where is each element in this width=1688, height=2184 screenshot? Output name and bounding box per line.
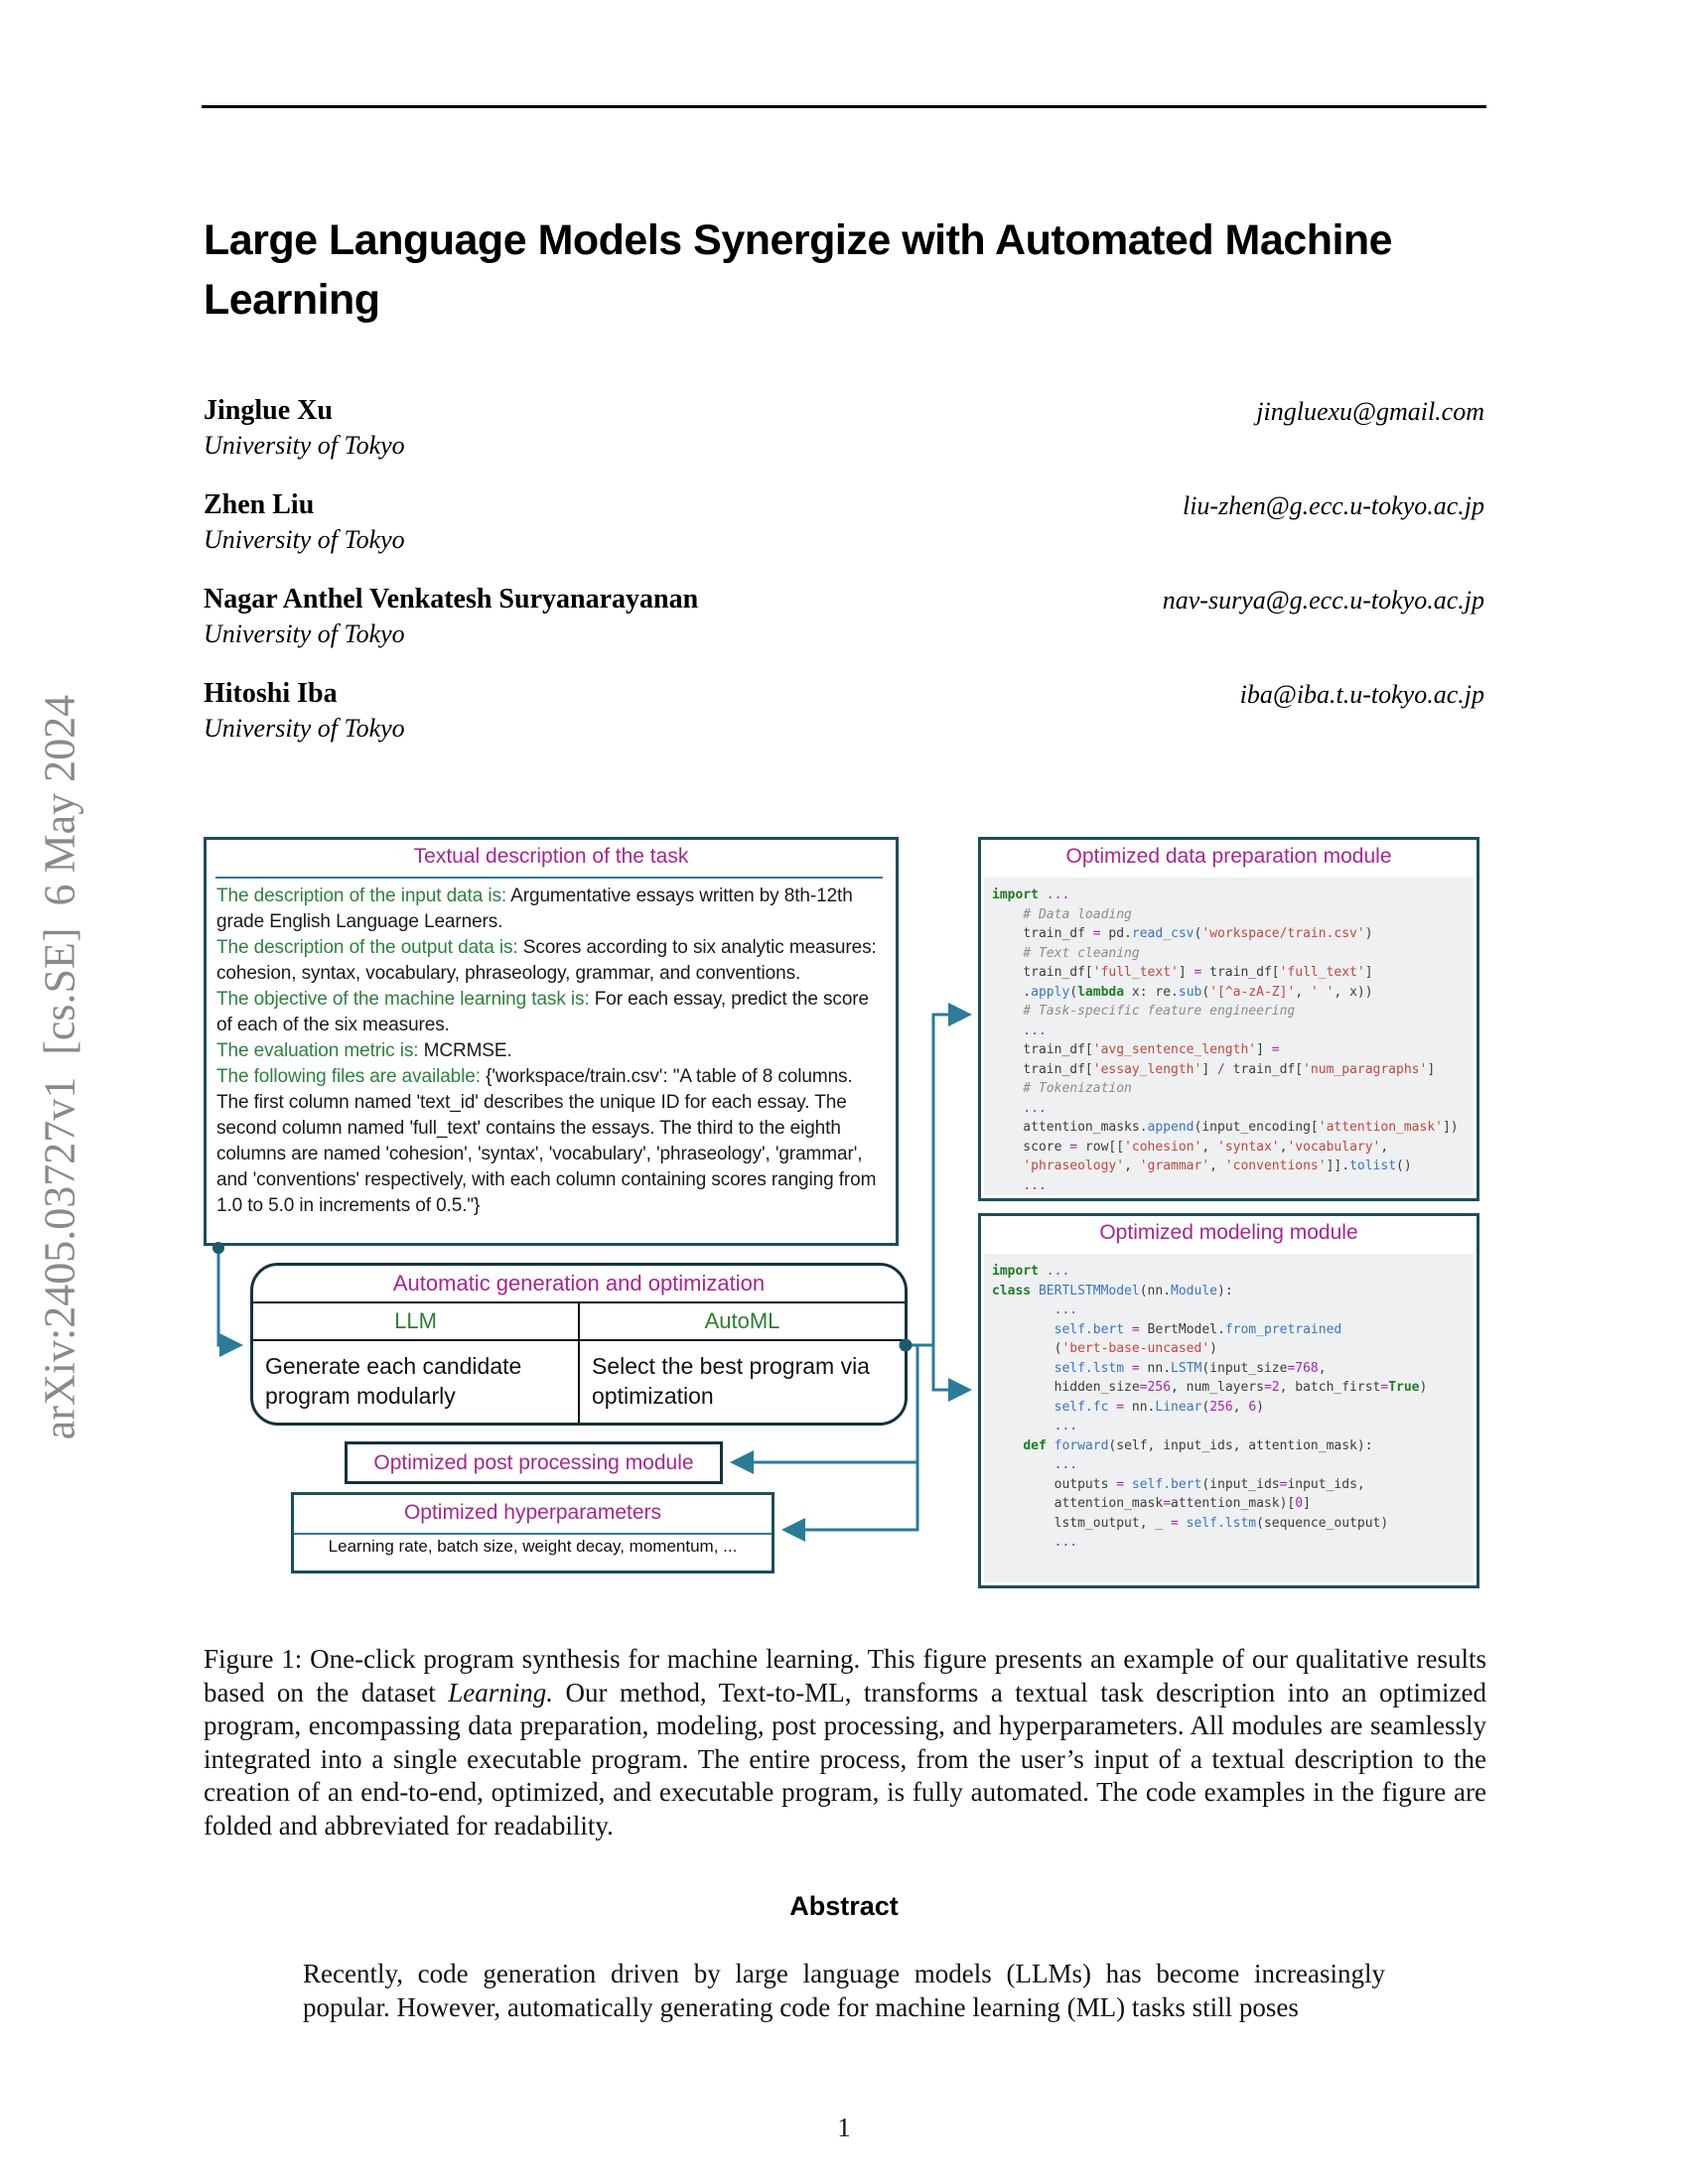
- generation-columns: [253, 1303, 905, 1423]
- author-row: [204, 584, 1484, 675]
- task-segment: [216, 987, 884, 1038]
- task-segment: [216, 1064, 884, 1219]
- code-line: ...: [992, 1535, 1078, 1550]
- author-name: Zhen Liu: [204, 489, 315, 520]
- task-box-body: [216, 884, 884, 1219]
- task-segment-text: MCRMSE.: [418, 1040, 512, 1061]
- abstract-text: Recently, code generation driven by large language models (LLMs) has become increasingly popular. However, automatically generating code for machine learning (ML) tasks still poses: [303, 1959, 1385, 2022]
- author-affiliation: University of Tokyo: [204, 619, 405, 648]
- automl-column: [580, 1303, 905, 1423]
- code-line: import ...: [992, 887, 1070, 902]
- author-email: liu-zhen@g.ecc.u-tokyo.ac.jp: [1182, 491, 1484, 520]
- arxiv-watermark: arXiv:2405.03727v1 [cs.SE] 6 May 2024: [35, 694, 84, 1440]
- page-number: 1: [837, 2113, 851, 2142]
- code-line: score = row[['cohesion', 'syntax','vocabulary',: [992, 1139, 1389, 1155]
- task-segment-text: Argumentative essays written by 8th-12th grade English Language Learners.: [216, 886, 853, 932]
- data-preparation-module-box: [978, 837, 1479, 1201]
- task-description-box: [204, 837, 899, 1246]
- automatic-generation-title: Automatic generation and optimization: [253, 1266, 905, 1303]
- llm-column-body: Generate each candidate program modularly: [265, 1353, 522, 1409]
- author-email: iba@iba.t.u-tokyo.ac.jp: [1239, 680, 1484, 709]
- modeling-title: Optimized modeling module: [981, 1216, 1477, 1254]
- automl-column-header: AutoML: [580, 1303, 905, 1341]
- hyperparameters-underline: [294, 1533, 772, 1535]
- code-line: ...: [992, 1457, 1078, 1472]
- author-row: [204, 489, 1484, 581]
- code-line: # Tokenization: [992, 1081, 1132, 1096]
- code-line: ...: [992, 1419, 1078, 1433]
- code-line: self.fc = nn.Linear(256, 6): [1054, 1399, 1264, 1415]
- llm-column: [253, 1303, 580, 1423]
- code-line: ...: [992, 1100, 1047, 1116]
- task-segment-label: The description of the input data is:: [216, 886, 507, 906]
- author-name: Nagar Anthel Venkatesh Suryanarayanan: [204, 584, 699, 614]
- code-line: train_df['full_text'] = train_df['full_text']: [992, 965, 1373, 980]
- hyperparameters-box: [291, 1492, 774, 1573]
- task-box-underline: [215, 877, 883, 879]
- author-email: jingluexu@gmail.com: [1256, 397, 1484, 426]
- code-line: outputs = self.bert(input_ids=input_ids,: [992, 1476, 1365, 1492]
- top-rule: [202, 105, 1486, 108]
- code-line: # Text cleaning: [992, 945, 1140, 961]
- code-line: lstm_output, _ = self.lstm(sequence_output): [992, 1515, 1389, 1531]
- llm-column-header: LLM: [253, 1303, 578, 1341]
- task-segment: [216, 935, 884, 987]
- post-processing-title: Optimized post processing module: [373, 1451, 694, 1474]
- task-segment-text: Scores according to six analytic measures: cohesion, syntax, vocabulary, phraseology, grammar, and conventions.: [216, 937, 877, 984]
- task-segment: [216, 1038, 884, 1064]
- author-affiliation: University of Tokyo: [204, 525, 405, 554]
- task-segment-label: The objective of the machine learning task is:: [216, 989, 590, 1010]
- code-line: hidden_size=256, num_layers=2, batch_first=True): [992, 1380, 1428, 1395]
- abstract-heading: Abstract: [789, 1891, 899, 1921]
- modeling-code: [984, 1254, 1474, 1582]
- automl-column-body: Select the best program via optimization: [592, 1353, 870, 1409]
- hyperparameters-body: Learning rate, batch size, weight decay, momentum, ...: [328, 1537, 738, 1556]
- post-processing-box: [345, 1441, 723, 1484]
- task-box-title: Textual description of the task: [413, 845, 689, 868]
- figure-caption: Figure 1: One-click program synthesis for machine learning. This figure presents an example of our qualitative results based on the dataset Learning. Our method, Text-to-ML, transforms a textual task description into an optimized program, encompassing data preparation, modeling, post processing, and hyperparameters. All modules are seamlessly integrated into a single executable program. The entire process, from the user’s input of a textual description to the creation of an end-to-end, optimized, and executable program, is fully automated. The code examples in the figure are folded and abbreviated for readability.: [204, 1644, 1486, 1841]
- code-line: self.lstm = nn.LSTM(input_size=768,: [1054, 1360, 1327, 1376]
- page-title: Large Language Models Synergize with Automated Machine Learning: [204, 216, 1393, 324]
- author-affiliation: University of Tokyo: [204, 431, 405, 460]
- code-line: self.bert = BertModel.from_pretrained: [1054, 1321, 1342, 1337]
- code-line: attention_masks.append(input_encoding['attention_mask']): [992, 1120, 1459, 1135]
- code-line: train_df['avg_sentence_length'] =: [992, 1042, 1280, 1057]
- code-line: ...: [992, 1177, 1047, 1193]
- data-preparation-title: Optimized data preparation module: [981, 840, 1477, 878]
- code-line: attention_mask=attention_mask)[0]: [992, 1496, 1311, 1511]
- hyperparameters-title: Optimized hyperparameters: [403, 1501, 662, 1524]
- code-line: ...: [992, 1302, 1078, 1317]
- data-preparation-code: [984, 878, 1474, 1195]
- code-line: class BERTLSTMModel(nn.Module):: [992, 1283, 1233, 1298]
- task-segment-text: For each essay, predict the score of each of the six measures.: [216, 989, 869, 1035]
- task-segment-label: The description of the output data is:: [216, 937, 518, 958]
- task-segment: [216, 884, 884, 935]
- code-line: .apply(lambda x: re.sub('[^a-zA-Z]', ' ', x)): [992, 984, 1373, 1000]
- task-segment-text: {'workspace/train.csv': "A table of 8 columns. The first column named 'text_id' describes the unique ID for each essay. The second column named 'full_text' contains the essays. The third to the eighth columns are named 'cohesion', 'syntax', 'vocabulary', 'phraseology', 'grammar', and 'conventions' respectively, with each column containing scores ranging from 1.0 to 5.0 in increments of 0.5."}: [216, 1066, 877, 1216]
- author-row: [204, 678, 1484, 769]
- author-affiliation: University of Tokyo: [204, 714, 405, 743]
- code-line: train_df['essay_length'] / train_df['num_paragraphs']: [992, 1061, 1436, 1077]
- author-email: nav-surya@g.ecc.u-tokyo.ac.jp: [1162, 586, 1484, 614]
- author-name: Hitoshi Iba: [204, 678, 338, 709]
- author-name: Jinglue Xu: [204, 395, 333, 426]
- code-line: 'phraseology', 'grammar', 'conventions']].tolist(): [1023, 1159, 1412, 1173]
- code-line: import ...: [992, 1264, 1070, 1279]
- task-segment-label: The evaluation metric is:: [216, 1040, 419, 1061]
- code-line: # Data loading: [992, 906, 1132, 922]
- modeling-module-box: [978, 1213, 1479, 1588]
- code-line: train_df = pd.read_csv('workspace/train.csv'): [992, 926, 1373, 941]
- code-line: # Task-specific feature engineering: [992, 1004, 1296, 1019]
- automatic-generation-box: [250, 1263, 908, 1426]
- task-segment-label: The following files are available:: [216, 1066, 481, 1087]
- author-row: [204, 395, 1484, 486]
- code-line: ('bert-base-uncased'): [992, 1341, 1217, 1356]
- code-line: def forward(self, input_ids, attention_mask):: [1023, 1437, 1373, 1453]
- code-line: ...: [992, 1023, 1047, 1038]
